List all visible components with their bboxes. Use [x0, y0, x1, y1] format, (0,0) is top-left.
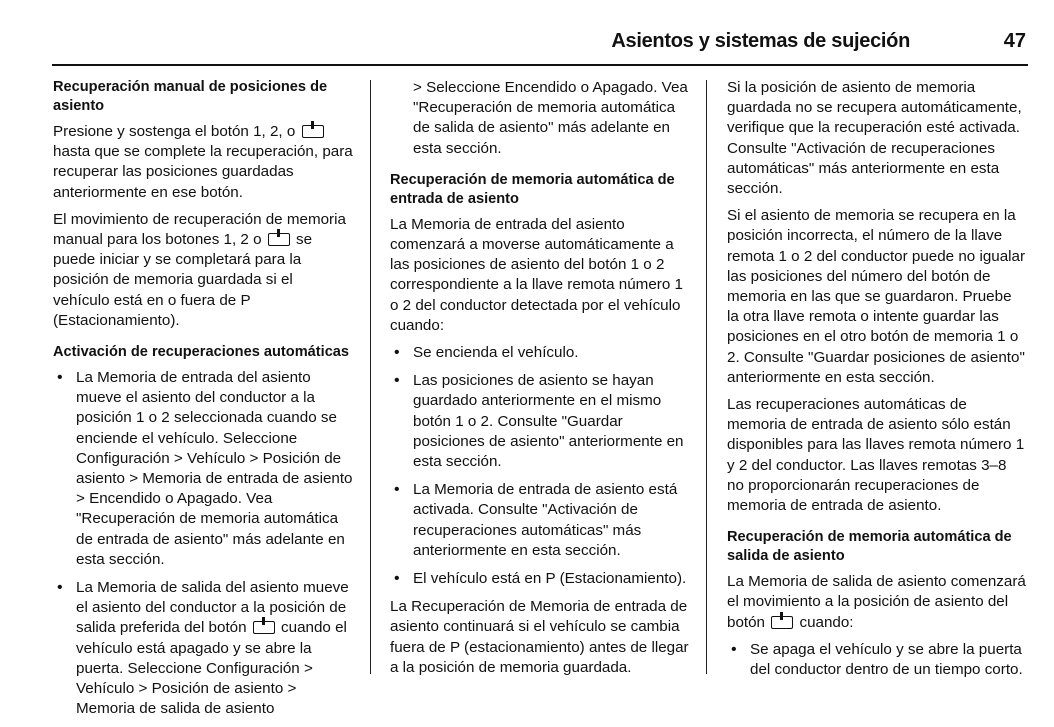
paragraph: Si el asiento de memoria se recupera en la posición incorrecta, el número de la llave remota 1 o 2 del conductor puede no igualar las posiciones del número del botón de memoria en las que se guardaron. Pruebe la otra llave remota o intente guardar las posiciones en el otro botón de memoria 1 o 2. Consulte "Guardar posiciones de asiento" anteriormente en esta sección.	[727, 207, 1026, 386]
paragraph: La Memoria de entrada del asiento comenzará a moverse automáticamente a las posiciones de asiento del botón 1 o 2 correspondiente a la llave remota número 1 o 2 del conductor detectada por el vehículo cuando:	[390, 215, 683, 334]
list-item: • La Memoria de entrada de asiento está activada. Consulte "Activación de recuperaciones automáticas" más anteriormente en esta sección.	[390, 480, 690, 561]
paragraph: La Memoria de salida de asiento comenzará el movimiento a la posición de asiento del botón cuando:	[727, 573, 1026, 631]
paragraph: > Seleccione Encendido o Apagado. Vea "Recuperación de memoria automática de salida de asiento" más adelante en esta sección.	[413, 79, 688, 157]
list-item: • Se encienda el vehículo.	[390, 343, 690, 363]
paragraph: La Recuperación de Memoria de entrada de asiento continuará si el vehículo se cambia fuera de P (estacionamiento) antes de llegar a la posición de memoria guardada.	[390, 598, 689, 676]
memory-seat-icon	[302, 125, 324, 138]
heading-auto-recall-activation: Activación de recuperaciones automáticas	[53, 344, 350, 361]
page-number: 47	[1003, 30, 1026, 52]
section-title: Asientos y sistemas de sujeción	[611, 30, 910, 52]
column-1	[53, 78, 353, 727]
column-2	[390, 78, 690, 685]
bullet-list	[727, 640, 1027, 680]
memory-seat-icon	[771, 616, 793, 629]
paragraph: Presione y sostenga el botón 1, 2, o hasta que se complete la recuperación, para recuperar las posiciones guardadas anteriormente en ese botón.	[53, 123, 353, 201]
list-item: • La Memoria de salida del asiento mueve el asiento del conductor a la posición de salida preferida del botón cuando el vehículo está apagado y se abre la puerta. Seleccione Configuración > Vehículo > Posición de asiento > Memoria de salida de asiento	[53, 578, 353, 719]
heading-manual-recall: Recuperación manual de posiciones de asiento	[53, 79, 328, 114]
paragraph: Las recuperaciones automáticas de memoria de entrada de asiento sólo están disponibles para las llaves remota número 1 y 2 del conductor. Las llaves remotas 3–8 no proporcionarán recuperaciones de memoria de entrada de asiento.	[727, 396, 1025, 515]
bullet-list	[390, 343, 690, 589]
list-item: • La Memoria de entrada del asiento mueve el asiento del conductor a la posición 1 o 2 seleccionada cuando se enciende el vehículo. Seleccione Configuración > Vehículo > Posición de asiento > Memoria de entrada de asiento > Encendido o Apagado. Vea "Recuperación de memoria automática de entrada de asiento" más adelante en esta sección.	[53, 368, 353, 570]
paragraph: El movimiento de recuperación de memoria manual para los botones 1, 2 o se puede iniciar y se completará para la posición de memoria guardada si el vehículo está en o fuera de P (Estacionamiento).	[53, 210, 346, 329]
memory-seat-icon	[253, 621, 275, 634]
heading-exit-recall: Recuperación de memoria automática de salida de asiento	[727, 529, 1012, 565]
list-item: • El vehículo está en P (Estacionamiento).	[390, 569, 690, 589]
list-item: • Las posiciones de asiento se hayan guardado anteriormente en el mismo botón 1 o 2. Consulte "Guardar posiciones de asiento" anteriormente en esta sección.	[390, 371, 690, 472]
column-divider	[370, 80, 371, 674]
heading-entry-recall: Recuperación de memoria automática de entrada de asiento	[390, 171, 675, 207]
column-3	[727, 78, 1027, 688]
memory-seat-icon	[268, 233, 290, 246]
page-header	[52, 0, 1028, 66]
paragraph: Si la posición de asiento de memoria guardada no se recupera automáticamente, verifique que la recuperación esté activada. Consulte "Activación de recuperaciones automáticas" más anteriormente en esta sección.	[727, 79, 1022, 198]
bullet-list	[53, 368, 353, 719]
list-item: • Se apaga el vehículo y se abre la puerta del conductor dentro de un tiempo corto.	[727, 640, 1027, 680]
column-divider	[706, 80, 707, 674]
